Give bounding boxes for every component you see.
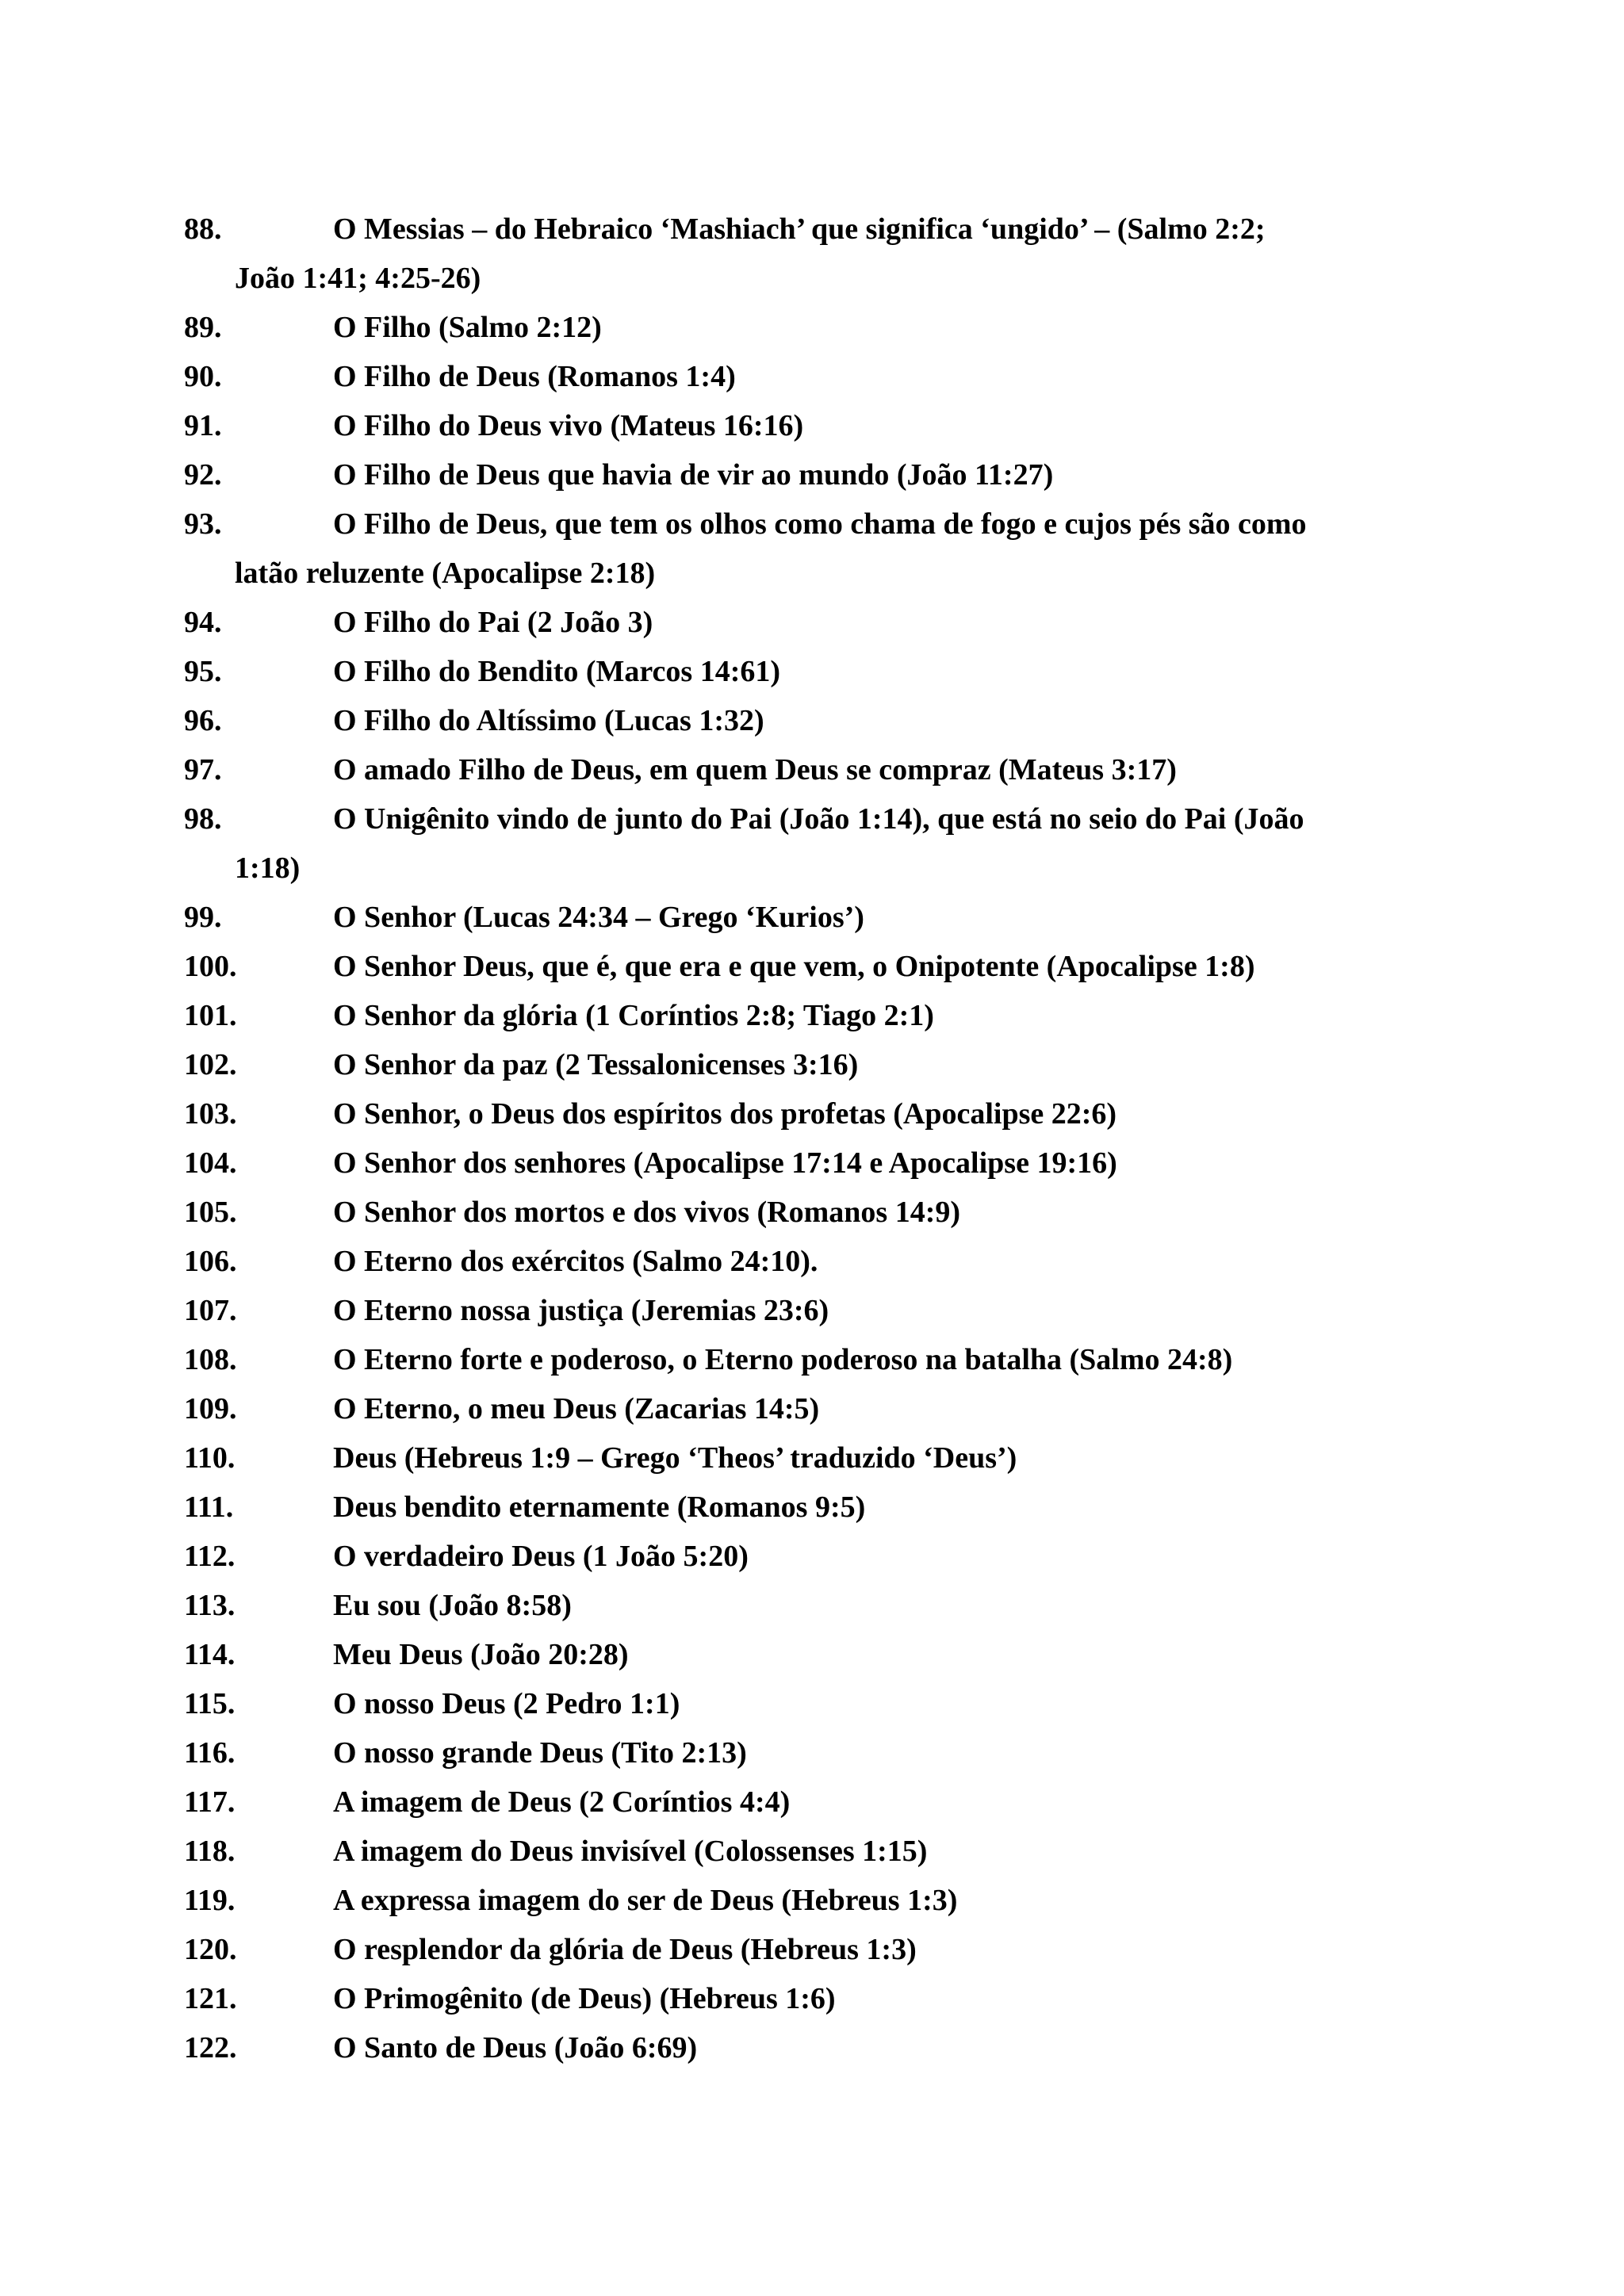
item-number: 100.	[184, 950, 237, 983]
list-item	[184, 352, 1421, 401]
list-item	[184, 401, 1421, 450]
item-text: O Senhor Deus, que é, que era e que vem, o Onipotente (Apocalipse 1:8)	[333, 950, 1255, 983]
item-text: O Senhor da paz (2 Tessalonicenses 3:16)	[333, 1048, 859, 1081]
item-text: O Eterno dos exércitos (Salmo 24:10).	[333, 1245, 818, 1278]
list-item	[184, 1433, 1421, 1483]
list-item	[184, 1188, 1421, 1237]
item-number: 95.	[184, 655, 222, 688]
item-number: 119.	[184, 1884, 236, 1917]
list-item	[184, 696, 1421, 745]
list-item	[184, 647, 1421, 696]
item-number: 117.	[184, 1785, 236, 1819]
item-text: O Eterno forte e poderoso, o Eterno poderoso na batalha (Salmo 24:8)	[333, 1343, 1233, 1376]
item-number: 101.	[184, 999, 237, 1032]
list-item	[184, 745, 1421, 794]
item-text: O Eterno nossa justiça (Jeremias 23:6)	[333, 1294, 829, 1327]
list-item	[184, 1040, 1421, 1089]
item-number: 109.	[184, 1392, 237, 1425]
item-number: 110.	[184, 1441, 236, 1475]
item-number: 116.	[184, 1736, 236, 1770]
list-item	[184, 205, 1421, 303]
item-text: O Senhor dos mortos e dos vivos (Romanos 14:9)	[333, 1196, 961, 1229]
item-number: 112.	[184, 1540, 236, 1573]
item-text-line1: O Unigênito vindo de junto do Pai (João 1:14), que está no seio do Pai (João	[333, 802, 1304, 836]
item-number: 103.	[184, 1097, 237, 1131]
item-number: 105.	[184, 1196, 237, 1229]
item-number: 107.	[184, 1294, 237, 1327]
item-number: 120.	[184, 1933, 237, 1966]
list-item	[184, 499, 1421, 598]
item-number: 114.	[184, 1638, 236, 1671]
item-number: 111.	[184, 1490, 234, 1524]
list-item	[184, 1777, 1421, 1827]
item-text: Deus (Hebreus 1:9 – Grego ‘Theos’ traduzido ‘Deus’)	[333, 1441, 1017, 1475]
item-text: A expressa imagem do ser de Deus (Hebreus 1:3)	[333, 1884, 958, 1917]
item-number: 118.	[184, 1835, 236, 1868]
item-text: O Filho do Bendito (Marcos 14:61)	[333, 655, 781, 688]
item-number: 96.	[184, 704, 222, 737]
item-text: O Senhor da glória (1 Coríntios 2:8; Tiago 2:1)	[333, 999, 934, 1032]
list-item	[184, 1925, 1421, 1974]
item-number: 89.	[184, 311, 222, 344]
item-number: 104.	[184, 1146, 237, 1180]
list-item	[184, 1237, 1421, 1286]
item-text: O Senhor (Lucas 24:34 – Grego ‘Kurios’)	[333, 901, 864, 934]
list-item	[184, 991, 1421, 1040]
item-text: O amado Filho de Deus, em quem Deus se compraz (Mateus 3:17)	[333, 753, 1177, 786]
item-number: 108.	[184, 1343, 237, 1376]
item-text-line1: O Filho de Deus, que tem os olhos como chama de fogo e cujos pés são como	[333, 507, 1307, 541]
item-number: 92.	[184, 458, 222, 492]
item-number: 122.	[184, 2031, 237, 2064]
list-item	[184, 1876, 1421, 1925]
item-text: A imagem do Deus invisível (Colossenses 1:15)	[333, 1835, 928, 1868]
item-text: O nosso Deus (2 Pedro 1:1)	[333, 1687, 680, 1720]
item-number: 102.	[184, 1048, 237, 1081]
item-number: 91.	[184, 409, 222, 442]
list-item	[184, 1827, 1421, 1876]
item-text: Deus bendito eternamente (Romanos 9:5)	[333, 1490, 866, 1524]
item-text: O verdadeiro Deus (1 João 5:20)	[333, 1540, 749, 1573]
item-text: O Primogênito (de Deus) (Hebreus 1:6)	[333, 1982, 836, 2015]
item-text: O Senhor dos senhores (Apocalipse 17:14 e Apocalipse 19:16)	[333, 1146, 1117, 1180]
list-item	[184, 1384, 1421, 1433]
list-item	[184, 1679, 1421, 1728]
item-text-line2: 1:18)	[235, 851, 301, 885]
item-number: 94.	[184, 606, 222, 639]
list-item	[184, 1581, 1421, 1630]
item-number: 88.	[184, 212, 222, 246]
list-item	[184, 1630, 1421, 1679]
list-item	[184, 2023, 1421, 2072]
item-text-line2: João 1:41; 4:25-26)	[235, 262, 481, 295]
list-item	[184, 794, 1421, 893]
names-list	[184, 205, 1421, 2072]
list-item	[184, 942, 1421, 991]
item-text-line2: latão reluzente (Apocalipse 2:18)	[235, 557, 656, 590]
item-text: O Santo de Deus (João 6:69)	[333, 2031, 698, 2064]
item-number: 99.	[184, 901, 222, 934]
item-text: O Filho de Deus que havia de vir ao mundo (João 11:27)	[333, 458, 1054, 492]
item-number: 93.	[184, 507, 222, 541]
item-number: 90.	[184, 360, 222, 393]
item-text: Eu sou (João 8:58)	[333, 1589, 572, 1622]
item-number: 98.	[184, 802, 222, 836]
list-item	[184, 1089, 1421, 1138]
list-item	[184, 1138, 1421, 1188]
item-number: 121.	[184, 1982, 237, 2015]
list-item	[184, 1335, 1421, 1384]
item-text: O Filho (Salmo 2:12)	[333, 311, 602, 344]
item-number: 97.	[184, 753, 222, 786]
item-number: 115.	[184, 1687, 236, 1720]
list-item	[184, 303, 1421, 352]
list-item	[184, 450, 1421, 499]
item-text: Meu Deus (João 20:28)	[333, 1638, 629, 1671]
item-text: O Filho do Deus vivo (Mateus 16:16)	[333, 409, 804, 442]
item-text: O Eterno, o meu Deus (Zacarias 14:5)	[333, 1392, 820, 1425]
list-item	[184, 893, 1421, 942]
list-item	[184, 1974, 1421, 2023]
item-text: O nosso grande Deus (Tito 2:13)	[333, 1736, 747, 1770]
item-text-line1: O Messias – do Hebraico ‘Mashiach’ que significa ‘ungido’ – (Salmo 2:2;	[333, 212, 1266, 246]
item-text: O Senhor, o Deus dos espíritos dos profetas (Apocalipse 22:6)	[333, 1097, 1117, 1131]
list-item	[184, 1483, 1421, 1532]
list-item	[184, 1286, 1421, 1335]
list-item	[184, 1728, 1421, 1777]
item-number: 113.	[184, 1589, 236, 1622]
item-text: O Filho de Deus (Romanos 1:4)	[333, 360, 736, 393]
item-text: A imagem de Deus (2 Coríntios 4:4)	[333, 1785, 791, 1819]
list-item	[184, 598, 1421, 647]
item-text: O Filho do Pai (2 João 3)	[333, 606, 653, 639]
list-item	[184, 1532, 1421, 1581]
item-text: O resplendor da glória de Deus (Hebreus 1:3)	[333, 1933, 917, 1966]
item-number: 106.	[184, 1245, 237, 1278]
item-text: O Filho do Altíssimo (Lucas 1:32)	[333, 704, 764, 737]
